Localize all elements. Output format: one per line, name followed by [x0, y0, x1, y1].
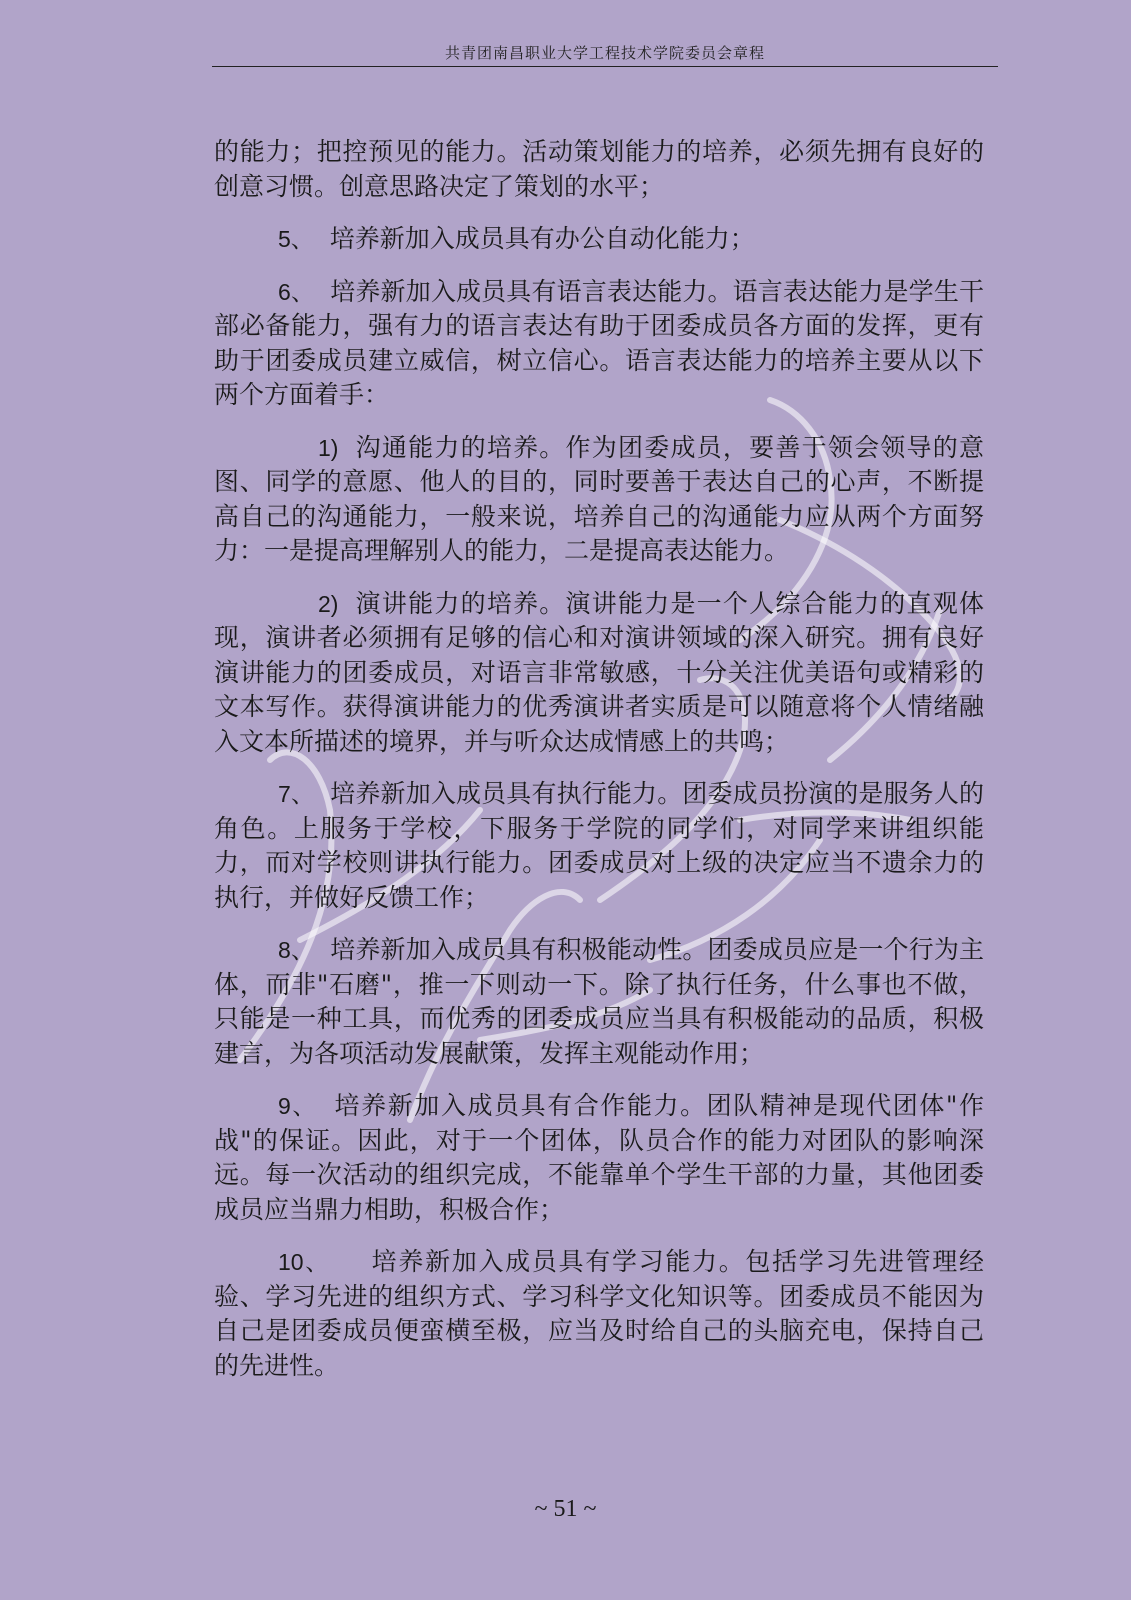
list-item-text: 培养新加入成员具有执行能力。团委成员扮演的是服务人的角色。上服务于学校，下服务于学院的同学们，对同学来讲组织能力，而对学校则讲执行能力。团委成员对上级的决定应当不遗余力的执行，并做好反馈工作；: [214, 779, 984, 912]
list-item-text: 培养新加入成员具有语言表达能力。语言表达能力是学生干部必备能力，强有力的语言表达有助于团委成员各方面的发挥，更有助于团委成员建立威信，树立信心。语言表达能力的培养主要从以下两个方面着手：: [214, 276, 984, 409]
paragraph-continuation: [214, 135, 984, 204]
list-number: 5、: [278, 226, 314, 252]
header-rule: [212, 66, 998, 67]
sub-list-item-text: 演讲能力的培养。演讲能力是一个人综合能力的直观体现，演讲者必须拥有足够的信心和对演讲领域的深入研究。拥有良好演讲能力的团委成员，对语言非常敏感，十分关注优美语句或精彩的文本写作。获得演讲能力的优秀演讲者实质是可以随意将个人情绪融入文本所描述的境界，并与听众达成情感上的共鸣；: [214, 588, 984, 756]
list-item-text: 培养新加入成员具有办公自动化能力；: [329, 224, 755, 253]
list-item-text: 培养新加入成员具有合作能力。团队精神是现代团体"作战"的保证。因此，对于一个团体，队员合作的能力对团队的影响深远。每一次活动的组织完成，不能靠单个学生干部的力量，其他团委成员应当鼎力相助，积极合作；: [214, 1091, 984, 1224]
sub-list-number: 2): [318, 590, 339, 617]
paragraph-text: 的能力；把控预见的能力。活动策划能力的培养，必须先拥有良好的创意习惯。创意思路决定了策划的水平；: [214, 137, 984, 201]
list-number: 9、: [278, 1093, 317, 1119]
list-number: 10、: [278, 1249, 330, 1275]
page-number: ~ 51 ~: [534, 1496, 597, 1522]
list-item: [214, 777, 984, 915]
list-item-text: 培养新加入成员具有学习能力。包括学习先进管理经验、学习先进的组织方式、学习科学文化知识等。团委成员不能因为自己是团委成员便蛮横至极，应当及时给自己的头脑充电，保持自己的先进性。: [214, 1247, 984, 1380]
running-header: 共青团南昌职业大学工程技术学院委员会章程: [444, 44, 765, 62]
list-item: [214, 1089, 984, 1227]
sub-list-item-text: 沟通能力的培养。作为团委成员，要善于领会领导的意图、同学的意愿、他人的目的，同时要善于表达自己的心声，不断提高自己的沟通能力，一般来说，培养自己的沟通能力应从两个方面努力：一是提高理解别人的能力，二是提高表达能力。: [214, 432, 984, 565]
sub-list-number: 1): [318, 434, 339, 461]
sub-list-item: [214, 587, 984, 760]
list-number: 8、: [278, 937, 315, 963]
list-item: [214, 222, 984, 257]
body-text: [214, 135, 984, 1401]
list-number: 6、: [278, 278, 315, 305]
list-item: [214, 933, 984, 1071]
sub-list-item: [214, 431, 984, 569]
list-item: [214, 1245, 984, 1383]
list-number: 7、: [278, 781, 315, 807]
list-item-text: 培养新加入成员具有积极能动性。团委成员应是一个行为主体，而非"石磨"，推一下则动一下。除了执行任务，什么事也不做，只能是一种工具，而优秀的团委成员应当具有积极能动的品质，积极建言，为各项活动发展献策，发挥主观能动作用；: [214, 935, 984, 1068]
list-item: [214, 275, 984, 413]
